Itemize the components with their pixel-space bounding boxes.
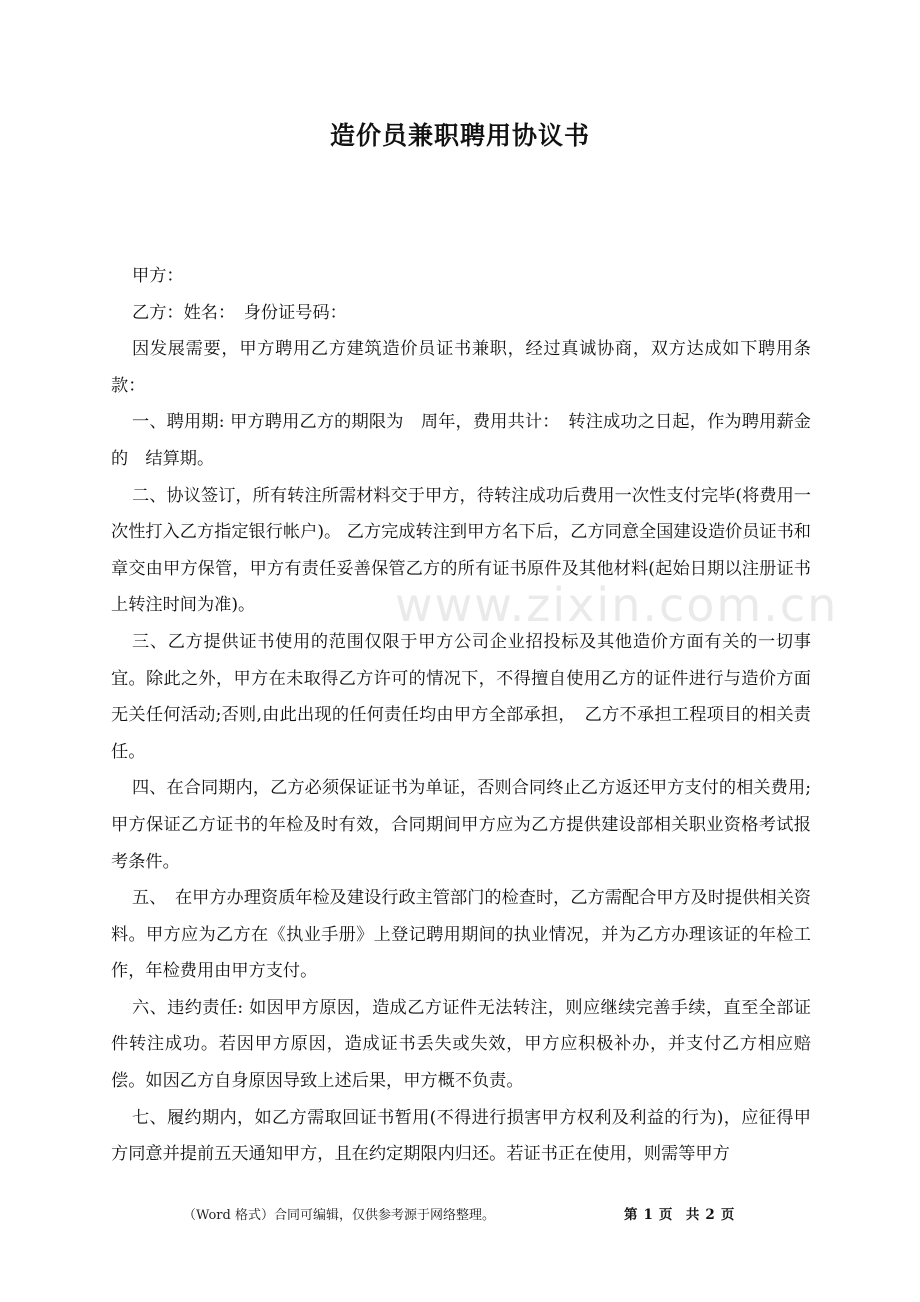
preamble-paragraph: 因发展需要，甲方聘用乙方建筑造价员证书兼职，经过真诚协商，双方达成如下聘用条款：: [111, 339, 811, 396]
party-a-line: 甲方：: [132, 266, 184, 286]
page-total: 2: [705, 1207, 715, 1223]
document-body: [111, 258, 811, 1173]
page-number: [624, 1203, 740, 1223]
clause-3-paragraph: 三、乙方提供证书使用的范围仅限于甲方公司企业招投标及其他造价方面有关的一切事宜。除此之外，甲方在未取得乙方许可的情况下，不得擅自使用乙方的证件进行与造价方面无关任何活动;否则,由此出现的任何责任均由甲方全部承担， 乙方不承担工程项目的相关责任。: [111, 631, 811, 762]
clause-1-paragraph: 一、聘用期: 甲方聘用乙方的期限为 周年，费用共计： 转注成功之日起，作为聘用薪金的 结算期。: [111, 412, 811, 469]
page-current: 1: [643, 1207, 653, 1223]
clause-2-paragraph: 二、协议签订，所有转注所需材料交于甲方，待转注成功后费用一次性支付完毕(将费用一次性打入乙方指定银行帐户)。 乙方完成转注到甲方名下后，乙方同意全国建设造价员证书和章交由甲方保管，甲方有责任妥善保管乙方的所有证书原件及其他材料(起始日期以注册证书上转注时间为准)。: [111, 485, 811, 616]
clause-5-paragraph: 五、 在甲方办理资质年检及建设行政主管部门的检查时，乙方需配合甲方及时提供相关资料。甲方应为乙方在《执业手册》上登记聘用期间的执业情况，并为乙方办理该证的年检工作，年检费用由甲方支付。: [111, 888, 811, 982]
clause-6-paragraph: 六、违约责任: 如因甲方原因，造成乙方证件无法转注，则应继续完善手续，直至全部证件转注成功。若因甲方原因，造成证书丢失或失效，甲方应积极补办，并支付乙方相应赔偿。如因乙方自身原因导致上述后果，甲方概不负责。: [111, 997, 811, 1092]
watermark: www.zixin.com.cn: [395, 578, 839, 632]
page-label-prefix: 第: [624, 1207, 638, 1223]
page-label-mid: 页 共: [658, 1207, 700, 1223]
document-title: 造价员兼职聘用协议书: [329, 121, 590, 150]
clause-4-paragraph: 四、在合同期内，乙方必须保证证书为单证，否则合同终止乙方返还甲方支付的相关费用;甲方保证乙方证书的年检及时有效，合同期间甲方应为乙方提供建设部相关职业资格考试报考条件。: [111, 778, 811, 872]
footer-note: （Word 格式）合同可编辑，仅供参考源于网络整理。: [183, 1208, 495, 1223]
party-b-line: 乙方：姓名： 身份证号码：: [132, 302, 347, 323]
page-label-suffix: 页: [720, 1207, 735, 1223]
clause-7-paragraph: 七、履约期内，如乙方需取回证书暂用(不得进行损害甲方权利及利益的行为)，应征得甲方同意并提前五天通知甲方，且在约定期限内归还。若证书正在使用，则需等甲方: [111, 1107, 811, 1165]
